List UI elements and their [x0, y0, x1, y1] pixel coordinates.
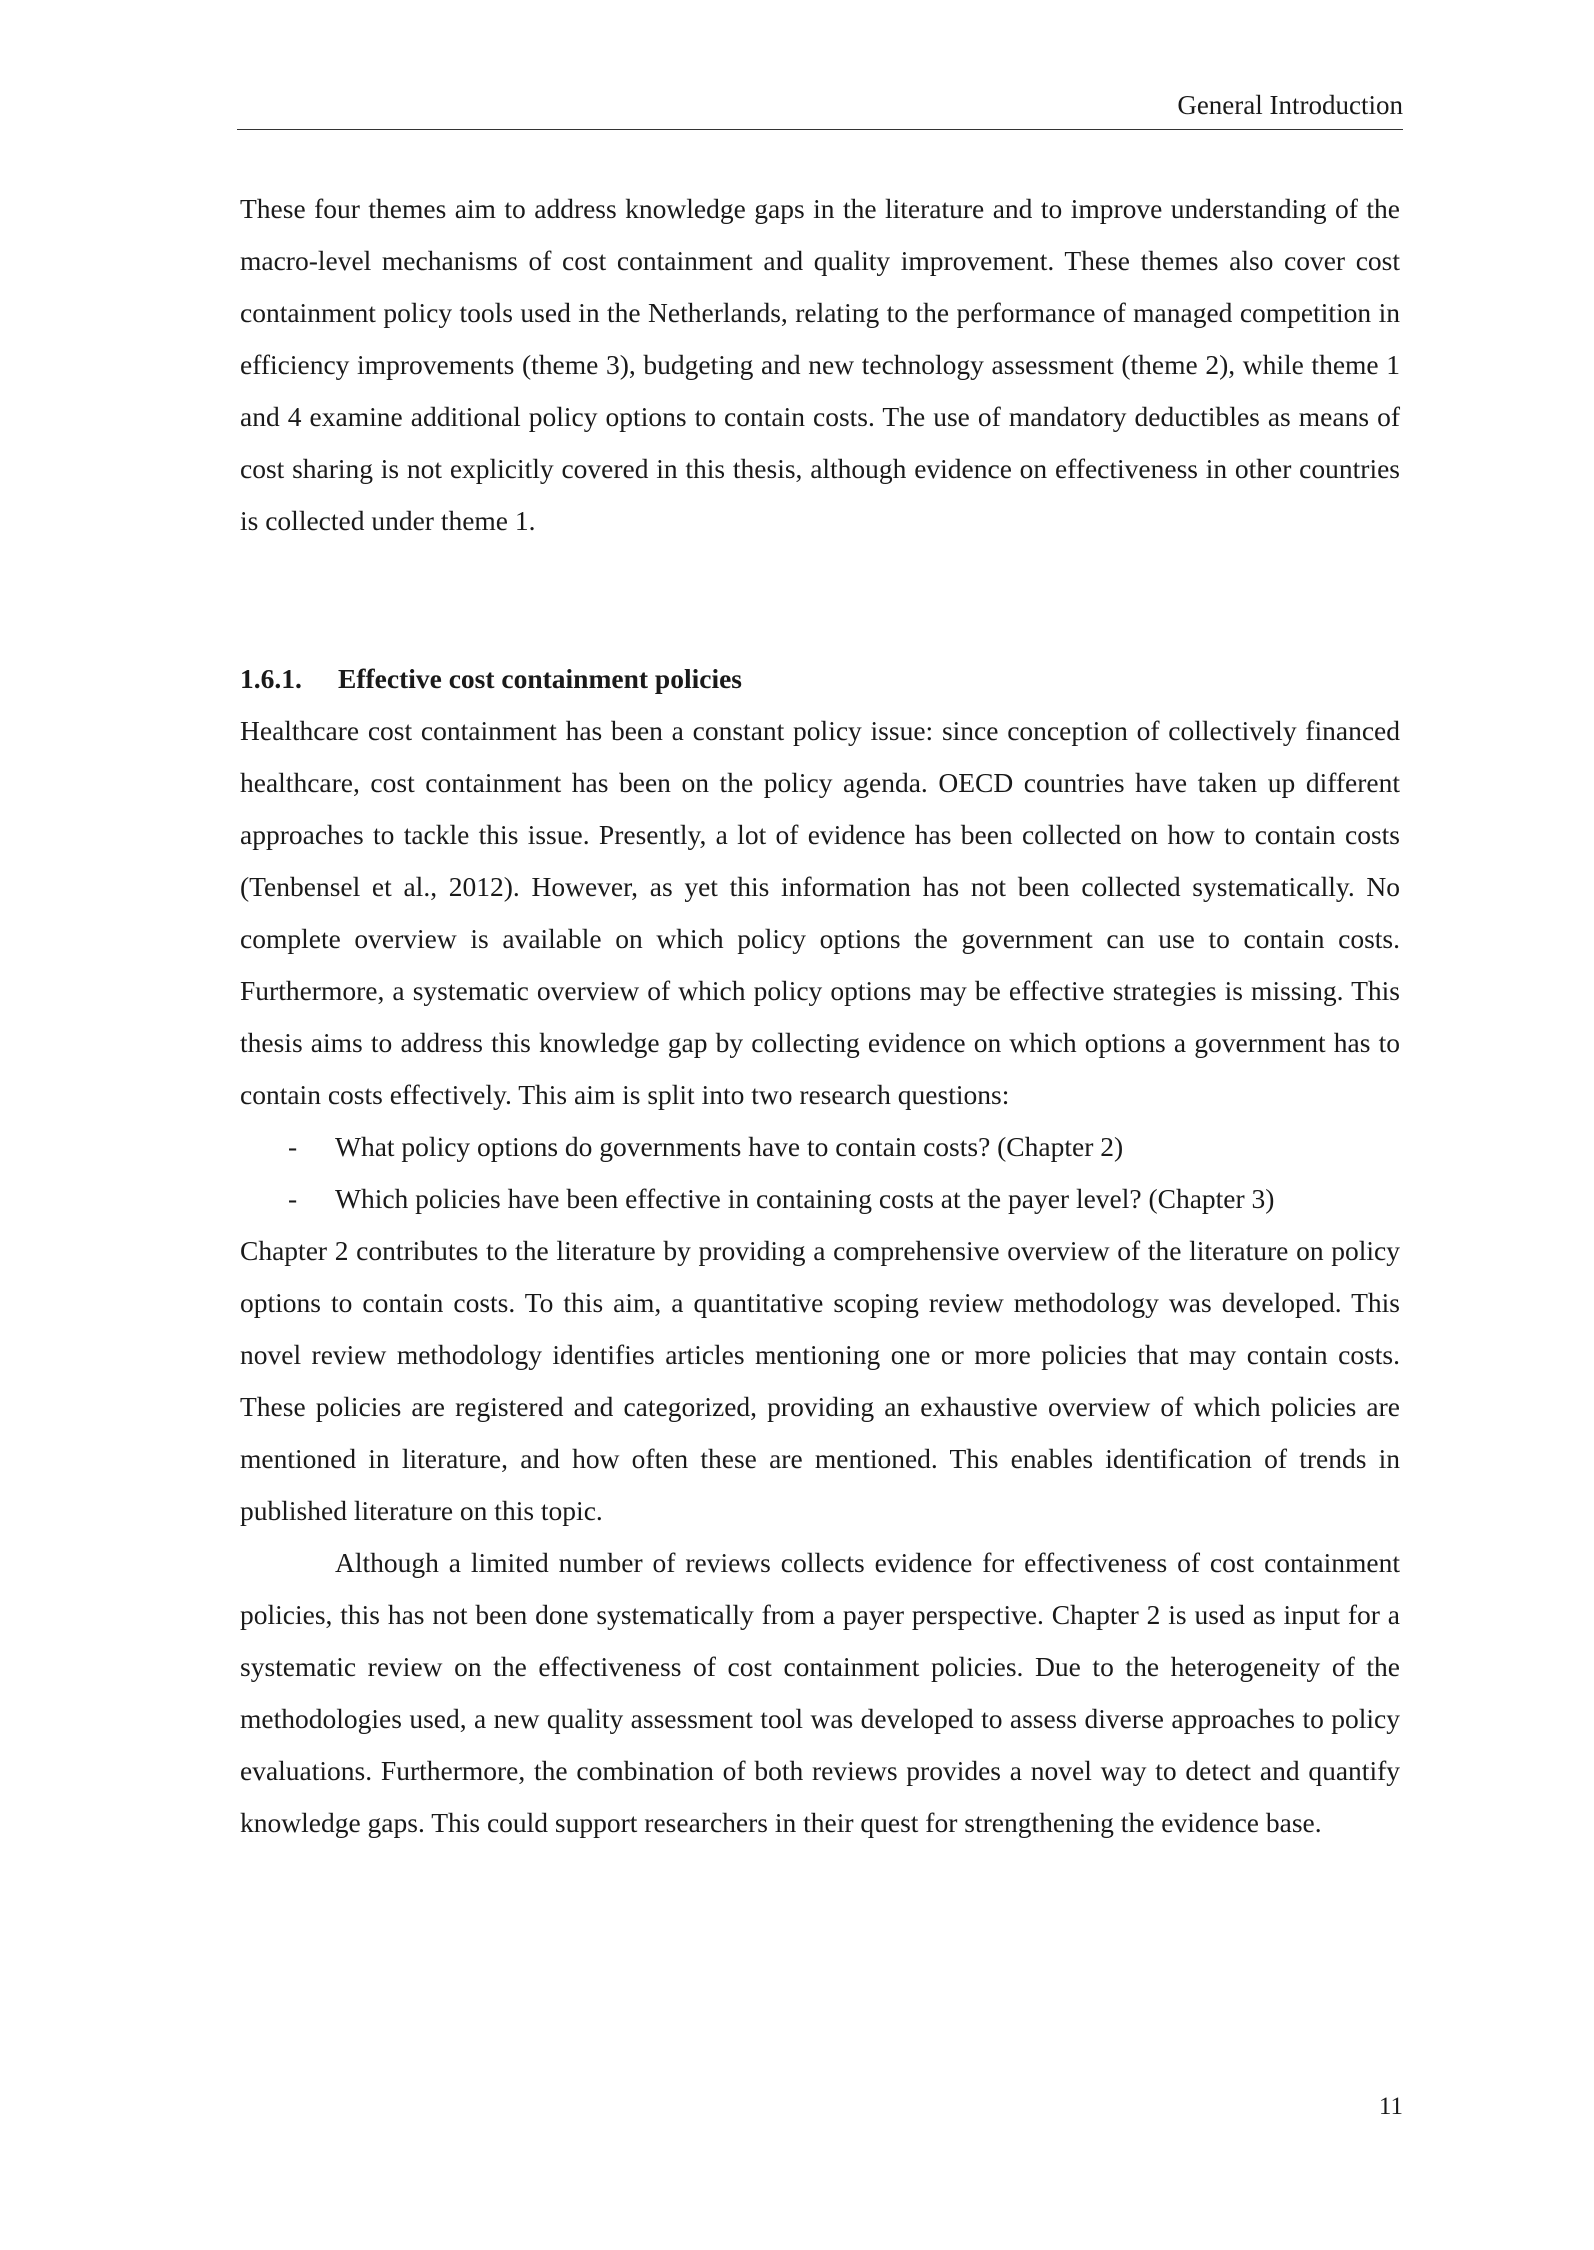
list-item — [240, 1121, 1400, 1173]
intro-paragraph: These four themes aim to address knowledge gaps in the literature and to improve understanding of the macro-level mechanisms of cost containment and quality improvement. These themes also cover cost containment policy tools used in the Netherlands, relating to the performance of managed competition in efficiency improvements (theme 3), budgeting and new technology assessment (theme 2), while theme 1 and 4 examine additional policy options to contain costs. The use of mandatory deductibles as means of cost sharing is not explicitly covered in this thesis, although evidence on effectiveness in other countries is collected under theme 1. — [240, 193, 1400, 536]
section-number: 1.6.1. — [240, 663, 302, 694]
section-heading — [240, 653, 1400, 705]
section-body — [240, 705, 1400, 1849]
page-number: 11 — [1378, 2093, 1403, 2120]
list-item-text: Which policies have been effective in containing costs at the payer level? (Chapter 3) — [335, 1183, 1275, 1214]
intro-block — [240, 183, 1400, 547]
list-item — [240, 1173, 1400, 1225]
section-paragraph-3: Although a limited number of reviews collects evidence for effectiveness of cost containment policies, this has not been done systematically from a payer perspective. Chapter 2 is used as input for a systematic review on the effectiveness of cost containment policies. Due to the heterogeneity of the methodologies used, a new quality assessment tool was developed to assess diverse approaches to policy evaluations. Furthermore, the combination of both reviews provides a novel way to detect and quantify knowledge gaps. This could support researchers in their quest for strengthening the evidence base. — [240, 1547, 1400, 1838]
running-header: General Introduction — [1177, 90, 1403, 120]
research-questions-list — [240, 1121, 1400, 1225]
header-rule — [237, 129, 1403, 130]
section-paragraph-1: Healthcare cost containment has been a constant policy issue: since conception of collectively financed healthcare, cost containment has been on the policy agenda. OECD countries have taken up different approaches to tackle this issue. Presently, a lot of evidence has been collected on how to contain costs (Tenbensel et al., 2012). However, as yet this information has not been collected systematically. No complete overview is available on which policy options the government can use to contain costs. Furthermore, a systematic overview of which policy options may be effective strategies is missing. This thesis aims to address this knowledge gap by collecting evidence on which options a government has to contain costs effectively. This aim is split into two research questions: — [240, 715, 1400, 1110]
list-bullet: - — [288, 1183, 298, 1214]
section-title: Effective cost containment policies — [338, 663, 743, 694]
section-paragraph-2: Chapter 2 contributes to the literature by providing a comprehensive overview of the literature on policy options to contain costs. To this aim, a quantitative scoping review methodology was developed. This novel review methodology identifies articles mentioning one or more policies that may contain costs. These policies are registered and categorized, providing an exhaustive overview of which policies are mentioned in literature, and how often these are mentioned. This enables identification of trends in published literature on this topic. — [240, 1235, 1400, 1526]
list-item-text: What policy options do governments have to contain costs? (Chapter 2) — [335, 1131, 1124, 1162]
list-bullet: - — [288, 1131, 298, 1162]
